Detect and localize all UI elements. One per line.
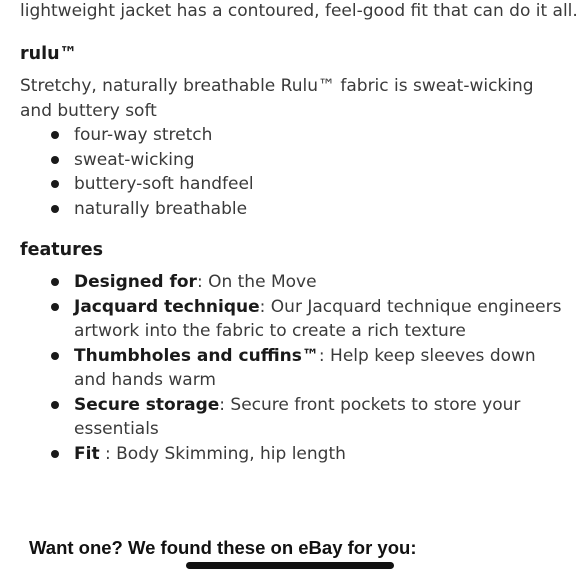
features-heading: features bbox=[20, 240, 104, 260]
features-list bbox=[20, 270, 565, 466]
list-item: naturally breathable bbox=[20, 197, 565, 222]
rulu-bullet-list bbox=[20, 123, 565, 221]
list-item: buttery-soft handfeel bbox=[20, 172, 565, 197]
feature-label: Thumbholes and cuffins™ bbox=[74, 345, 319, 366]
list-item: four-way stretch bbox=[20, 123, 565, 148]
bullet-icon bbox=[51, 156, 59, 164]
bullet-icon bbox=[51, 131, 59, 139]
ebay-banner-link[interactable]: Want one? We found these on eBay for you: bbox=[29, 537, 417, 558]
list-item: Thumbholes and cuffins™: Help keep sleeves down and hands warm bbox=[20, 344, 565, 393]
feature-value: Help keep sleeves down and hands warm bbox=[74, 345, 536, 390]
intro-text: lightweight jacket has a contoured, feel-good fit that can do it all. bbox=[20, 1, 578, 21]
bullet-icon bbox=[51, 205, 59, 213]
rulu-heading: rulu™ bbox=[20, 44, 78, 64]
bullet-icon bbox=[51, 352, 59, 360]
bullet-icon bbox=[51, 278, 59, 286]
rulu-description: Stretchy, naturally breathable Rulu™ fabric is sweat-wicking and buttery soft bbox=[20, 76, 534, 121]
list-item: Designed for: On the Move bbox=[20, 270, 565, 295]
bullet-icon bbox=[51, 450, 59, 458]
feature-value: On the Move bbox=[208, 272, 317, 292]
bullet-icon bbox=[51, 180, 59, 188]
list-item: Fit : Body Skimming, hip length bbox=[20, 442, 565, 467]
home-indicator-bar[interactable] bbox=[186, 562, 394, 569]
list-item: Secure storage: Secure front pockets to store your essentials bbox=[20, 393, 565, 442]
feature-label: Jacquard technique bbox=[74, 296, 260, 317]
list-item: Jacquard technique: Our Jacquard technique engineers artwork into the fabric to create a rich texture bbox=[20, 295, 565, 344]
feature-label: Designed for bbox=[74, 272, 197, 292]
bullet-icon bbox=[51, 401, 59, 409]
list-item: sweat-wicking bbox=[20, 148, 565, 173]
feature-value: Our Jacquard technique engineers artwork into the fabric to create a rich texture bbox=[74, 296, 562, 341]
feature-label: Fit bbox=[74, 443, 100, 464]
feature-value: Body Skimming, hip length bbox=[116, 443, 346, 464]
bullet-icon bbox=[51, 303, 59, 311]
feature-value: Secure front pockets to store your essentials bbox=[74, 394, 521, 439]
feature-label: Secure storage bbox=[74, 394, 220, 415]
